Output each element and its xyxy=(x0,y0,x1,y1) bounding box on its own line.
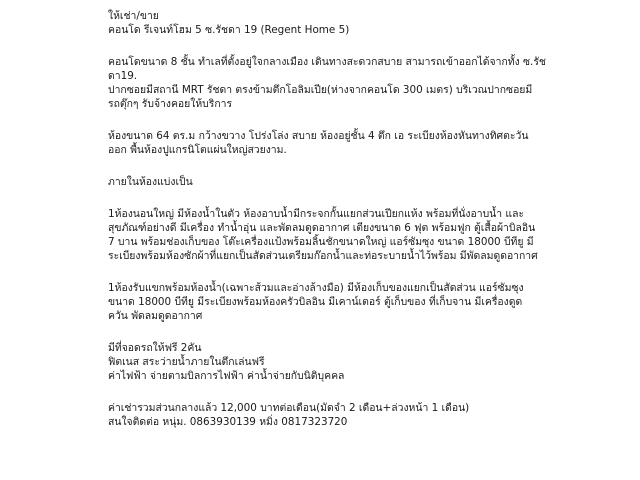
living-line: ขนาด 18000 บีทียู มีระเบียงพร้อมห้องครัวบิลอิน มีเคาน์เตอร์ ตู้เก็บของ ที่เก็บจาน มีเครื่องดูด xyxy=(108,296,523,308)
room-paragraph xyxy=(108,129,600,157)
living-line: 1ห้องรับแขกพร้อมห้องน้ำ(เฉพาะส้วมและอ่างล้างมือ) มีห้องเก็บของแยกเป็นสัดส่วน แอร์ซัมซุง xyxy=(108,282,524,294)
intro-line: ดา19. xyxy=(108,70,138,82)
room-line: ออก พื้นห้องปูแกรนิโตแผ่นใหญ่สวยงาม. xyxy=(108,144,287,156)
spacer xyxy=(108,263,600,281)
contact-line: สนใจติดต่อ หนุ่ม. 0863930139 หมิ่ง 0817323720 xyxy=(108,416,348,428)
bedroom-line: 7 บาน พร้อมช่องเก็บของ โต๊ะเครื่องแป้งพร้อมลิ้นชักขนาดใหญ่ แอร์ซัมซุง ขนาด 18000 บีทียู มี xyxy=(108,236,534,248)
room-line: ห้องขนาด 64 ตร.ม กว้างขวาง โปร่งโล่ง สบาย ห้องอยู่ชั้น 4 ตึก เอ ระเบียงห้องหันทางทิศตะวัน xyxy=(108,130,529,142)
bedroom-line: สุขภัณฑ์อย่างดี มีเครื่อง ทำน้ำอุ่น และพัดลมดูดอากาศ เตียงขนาด 6 ฟุต พร้อมฟูก ตู้เสื้อผ้าบิลอิน xyxy=(108,222,536,234)
listing-type: ให้เช่า/ขาย xyxy=(108,10,159,22)
facility-line: ฟิตเนส สระว่ายน้ำภายในตึกเล่นฟรี xyxy=(108,356,265,368)
contact-paragraph xyxy=(108,401,600,429)
intro-paragraph xyxy=(108,55,600,111)
facilities-paragraph xyxy=(108,341,600,383)
bedroom-line: ระเบียงพร้อมห้องซักผ้าที่แยกเป็นสัดส่วนเตรียมก๊อกน้ำและท่อระบายน้ำไว้พร้อม มีพัดลมดูดอากาศ xyxy=(108,250,538,262)
spacer xyxy=(108,383,600,401)
price-line: ค่าเช่ารวมส่วนกลางแล้ว 12,000 บาทต่อเดือน(มัดจำ 2 เดือน+ล่วงหน้า 1 เดือน) xyxy=(108,402,470,414)
bedroom-paragraph xyxy=(108,207,600,263)
listing-title: คอนโด รีเจนท์โฮม 5 ซ.รัชดา 19 (Regent Home 5) xyxy=(108,24,350,36)
intro-line: รถตุ๊กๆ รับจ้างคอยให้บริการ xyxy=(108,98,233,110)
spacer xyxy=(108,189,600,207)
spacer xyxy=(108,157,600,175)
inside-heading: ภายในห้องแบ่งเป็น xyxy=(108,176,193,188)
facility-line: มีที่จอดรถให้ฟรี 2คัน xyxy=(108,342,202,354)
bedroom-line: 1ห้องนอนใหญ่ มีห้องน้ำในตัว ห้องอาบน้ำมีกระจกกั้นแยกส่วนเปียกแห้ง พร้อมที่นั่งอาบน้ำ และ xyxy=(108,208,525,220)
intro-line: ปากซอยมีสถานี MRT รัชดา ตรงข้ามตึกโอลิมเปีย(ห่างจากคอนโด 300 เมตร) บริเวณปากซอยมี xyxy=(108,84,533,96)
facility-line: ค่าไฟฟ้า จ่ายตามบิลการไฟฟ้า ค่าน้ำจ่ายกับนิติบุคคล xyxy=(108,370,345,382)
living-paragraph xyxy=(108,281,600,323)
spacer xyxy=(108,323,600,341)
inside-heading-block xyxy=(108,175,600,189)
living-line: ควัน พัดลมดูดอากาศ xyxy=(108,310,203,322)
spacer xyxy=(108,37,600,55)
spacer xyxy=(108,111,600,129)
intro-line: คอนโดขนาด 8 ชั้น ทำเลที่ตั้งอยู่ใจกลางเมือง เดินทางสะดวกสบาย สามารถเข้าออกได้จากทั้ง ซ.รัช xyxy=(108,56,546,68)
listing-header xyxy=(108,9,600,37)
